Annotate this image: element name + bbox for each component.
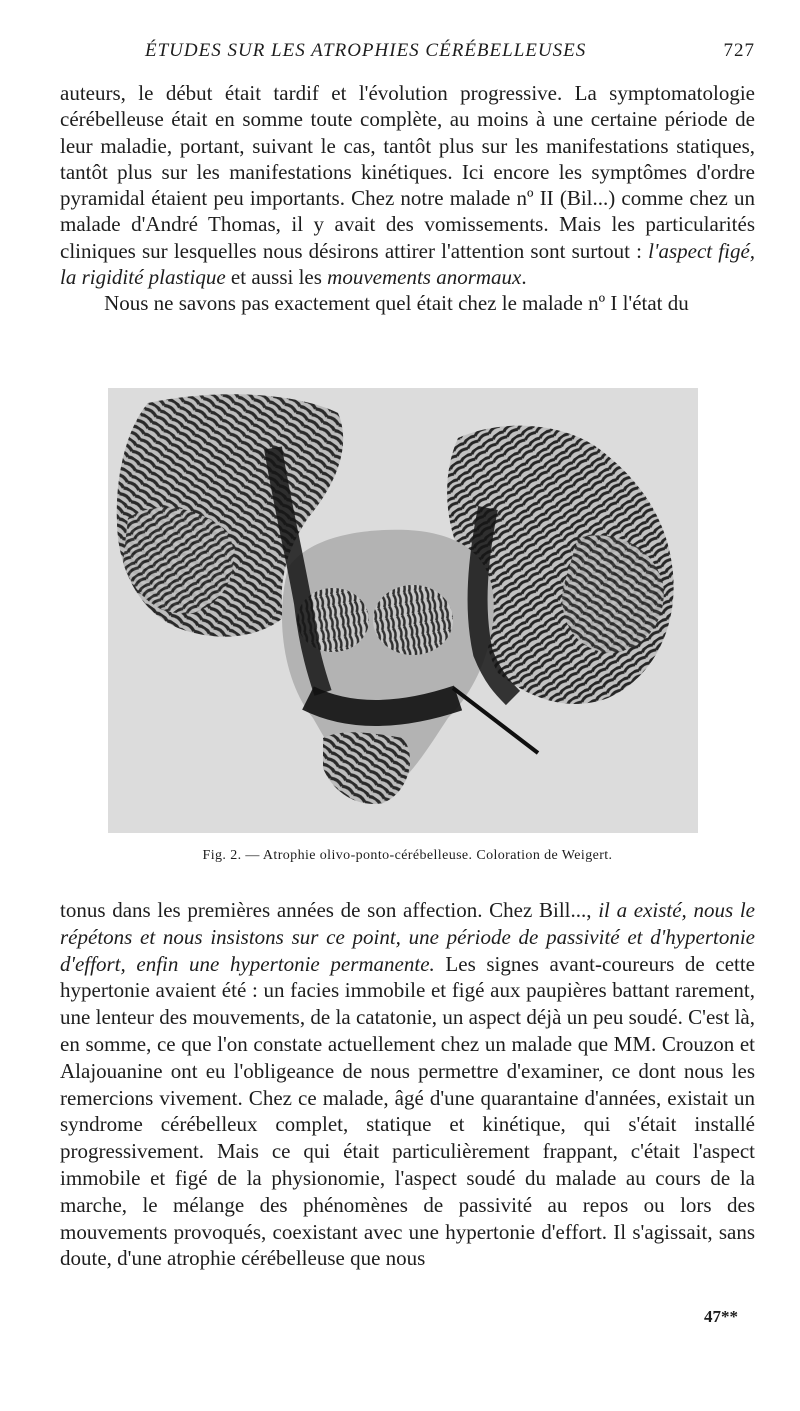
brainstem-cerebellum-section [108, 388, 698, 833]
bottom-text-block [60, 897, 755, 1272]
paragraph-top: auteurs, le début était tardif et l'évolution progressive. La symptomatologie cérébelleuse était en somme toute complète, au moins à une certaine période de leur maladie, portant, suivant le cas, tantôt plus sur les manifestations statiques, tantôt plus sur les manifestations kinétiques. Ici encore les symptômes d'ordre pyramidal étaient peu importants. Chez notre malade nº II (Bil...) comme chez un malade d'André Thomas, il y avait des vomissements. Mais les particularités cliniques sur lesquelles nous désirons attirer l'attention sont surtout : l'aspect figé, la rigidité plastique et aussi les mouvements anormaux. [60, 81, 756, 290]
histology-figure [108, 388, 698, 833]
printer-signature: 47** [704, 1307, 738, 1326]
paragraph-bottom: tonus dans les premières années de son affection. Chez Bill..., il a existé, nous le répétons et nous insistons sur ce point, une période de passivité et d'hypertonie d'effort, enfin une hypertonie permanente. Les signes avant-coureurs de cette hypertonie avaient été : un facies immobile et figé aux paupières battant rarement, une lenteur des mouvements, de la catatonie, un aspect déjà un peu soudé. C'est là, en somme, ce que l'on constate actuellement chez un malade que MM. Crouzon et Alajouanine ont eu l'obligeance de nous permettre d'examiner, ce dont nous les remercions vivement. Chez ce malade, âgé d'une quarantaine d'années, existait un syndrome cérébelleux complet, statique et kinétique, qui s'était installé progressivement. Mais ce qui était particulièrement frappant, c'était l'aspect immobile et figé de la physionomie, l'aspect soudé du malade au cours de la marche, le mélange des phénomènes de passivité au repos ou lors des mouvements provoqués, coexistant avec une hypertonie d'effort. Il s'agissait, sans doute, d'une atrophie cérébelleuse que nous [60, 898, 755, 1271]
right-olive [373, 585, 453, 655]
figure-caption: Fig. 2. — Atrophie olivo-ponto-cérébelleuse. Coloration de Weigert. [202, 848, 613, 863]
running-header [60, 40, 755, 70]
paragraph-second: Nous ne savons pas exactement quel était chez le malade nº I l'état du [104, 291, 689, 316]
page-number: 727 [723, 40, 755, 61]
emphasis-mouvements-anormaux: mouvements anormaux [327, 265, 522, 290]
emphasis-aspect-fige: l'aspect figé, la rigidité plastique [60, 238, 756, 290]
emphasis-passivite: il a existé, nous le répétons et nous insistons sur ce point, une période de passivité et d'hypertonie d'effort, enfin une hypertonie permanente. [60, 898, 755, 976]
top-text-block [60, 80, 755, 317]
running-title: ÉTUDES SUR LES ATROPHIES CÉRÉBELLEUSES [145, 40, 587, 61]
